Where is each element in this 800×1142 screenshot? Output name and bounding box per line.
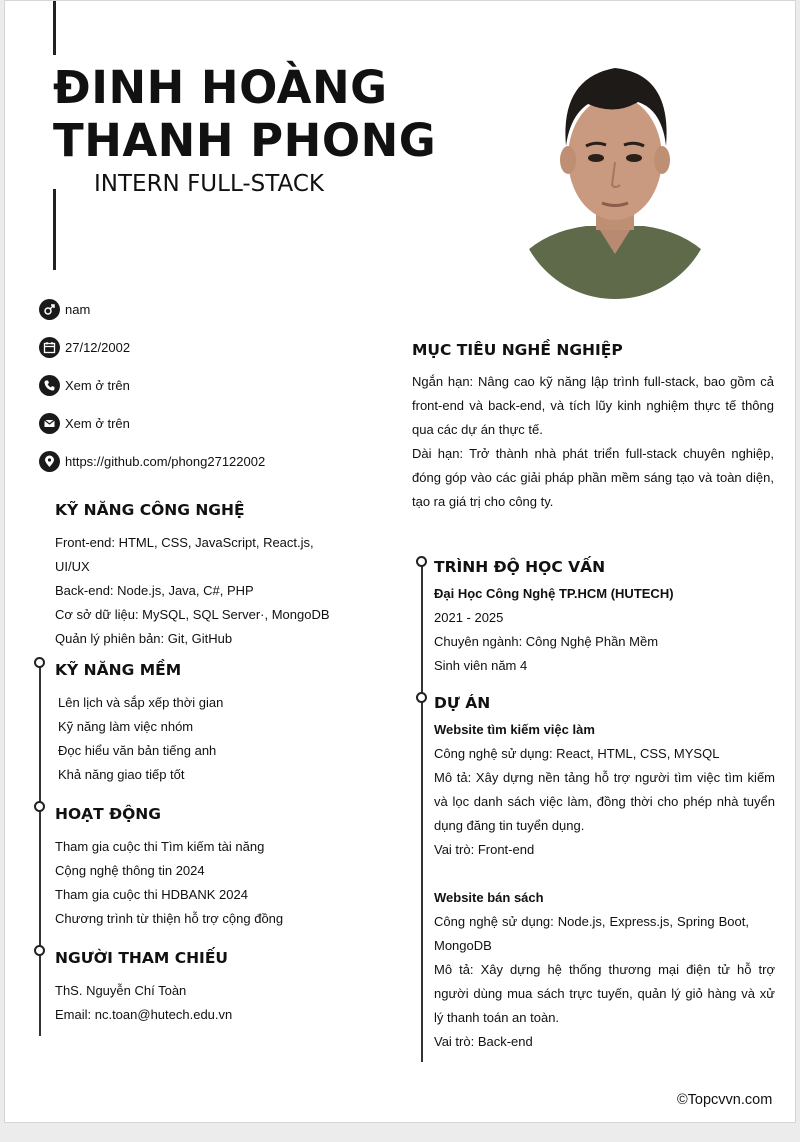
list-item: Quản lý phiên bản: Git, GitHub <box>55 631 233 646</box>
profile-photo <box>516 40 714 299</box>
contact-gender <box>39 298 90 320</box>
list-item[interactable]: Email: nc.toan@hutech.edu.vn <box>55 1007 233 1022</box>
education-major: Chuyên ngành: Công Nghệ Phần Mềm <box>434 634 659 649</box>
email-icon <box>39 413 60 434</box>
list-item: Front-end: HTML, CSS, JavaScript, React.js, <box>55 535 314 550</box>
cv-page <box>4 0 796 1123</box>
objective-long-term: Dài hạn: Trở thành nhà phát triển full-stack chuyên nghiệp, đóng góp vào các giải pháp phần mềm sáng tạo và toàn diện, tạo ra giá trị cho công ty. <box>412 446 774 509</box>
list-item: Lên lịch và sắp xếp thời gian <box>58 695 224 710</box>
timeline-dot <box>34 801 45 812</box>
birthday-text: 27/12/2002 <box>65 339 131 355</box>
left-timeline-line <box>39 666 41 1036</box>
list-item: Chương trình từ thiện hỗ trợ cộng đồng <box>55 911 284 926</box>
soft-skills-list <box>58 691 223 787</box>
timeline-dot <box>34 945 45 956</box>
timeline-dot <box>416 692 427 703</box>
objective-title: MỤC TIÊU NGHỀ NGHIỆP <box>412 341 623 359</box>
activities-list <box>55 835 283 931</box>
project-1 <box>434 718 775 862</box>
list-item: Tham gia cuộc thi HDBANK 2024 <box>55 887 248 902</box>
list-item: Cơ sở dữ liệu: MySQL, SQL Server·, MongoDB <box>55 607 330 622</box>
timeline-dot <box>34 657 45 668</box>
footer-copyright: ©Topcvvn.com <box>677 1092 773 1108</box>
tech-skills-list <box>55 531 330 651</box>
objective-short-term: Ngắn hạn: Nâng cao kỹ năng lập trình full-stack, bao gồm cả front-end và back-end, và tích lũy kinh nghiệm thực tế thông qua các dự án thực tế. <box>412 374 774 437</box>
tech-skills-title: KỸ NĂNG CÔNG NGHỆ <box>55 501 245 519</box>
name-line-1: ĐINH HOÀNG <box>53 61 388 114</box>
contact-phone <box>39 374 130 396</box>
project-2 <box>434 886 775 1054</box>
profile-photo-image <box>516 40 714 299</box>
timeline-dot <box>416 556 427 567</box>
location-icon <box>39 451 60 472</box>
education-years: 2021 - 2025 <box>434 610 504 625</box>
candidate-name <box>53 61 436 167</box>
list-item: ThS. Nguyễn Chí Toàn <box>55 983 187 998</box>
contact-birthday <box>39 336 130 358</box>
projects-title: DỰ ÁN <box>434 694 491 712</box>
email-text: Xem ở trên <box>65 415 130 431</box>
gender-icon <box>39 299 60 320</box>
education-school: Đại Học Công Nghệ TP.HCM (HUTECH) <box>434 586 674 601</box>
references-title: NGƯỜI THAM CHIẾU <box>55 949 228 967</box>
list-item: Back-end: Node.js, Java, C#, PHP <box>55 583 254 598</box>
project-desc: Mô tả: Xây dựng nền tảng hỗ trợ người tìm việc tìm kiếm và lọc danh sách việc làm, đồng thời cho phép nhà tuyển dụng đăng tin tuyển dụng. <box>434 770 775 833</box>
list-item: UI/UX <box>55 559 90 574</box>
list-item: Tham gia cuộc thi Tìm kiếm tài năng <box>55 839 265 854</box>
project-tech: Công nghệ sử dụng: Node.js, Express.js, Spring Boot, MongoDB <box>434 914 749 953</box>
header-line-top <box>53 1 56 55</box>
right-timeline-line <box>421 565 423 1062</box>
project-tech: Công nghệ sử dụng: React, HTML, CSS, MYSQL <box>434 746 720 761</box>
project-name: Website bán sách <box>434 890 544 905</box>
objective-text <box>412 370 774 514</box>
header-line-bottom <box>53 189 56 270</box>
soft-skills-title: KỸ NĂNG MỀM <box>55 661 182 679</box>
phone-icon <box>39 375 60 396</box>
list-item: Cộng nghệ thông tin 2024 <box>55 863 205 878</box>
contact-location <box>39 450 265 472</box>
references-list <box>55 979 232 1027</box>
activities-title: HOẠT ĐỘNG <box>55 805 161 823</box>
contact-email <box>39 412 130 434</box>
project-role: Vai trò: Back-end <box>434 1034 533 1049</box>
calendar-icon <box>39 337 60 358</box>
education-status: Sinh viên năm 4 <box>434 658 528 673</box>
list-item: Đọc hiểu văn bản tiếng anh <box>58 743 217 758</box>
gender-text: nam <box>65 301 91 317</box>
project-desc: Mô tả: Xây dựng hệ thống thương mại điện tử hỗ trợ người dùng mua sách trực tuyến, quản lý giỏ hàng và xử lý thanh toán an toàn. <box>434 962 775 1025</box>
list-item: Kỹ năng làm việc nhóm <box>58 719 194 734</box>
education-title: TRÌNH ĐỘ HỌC VẤN <box>434 558 606 576</box>
name-line-2: THANH PHONG <box>53 114 437 167</box>
project-name: Website tìm kiếm việc làm <box>434 722 595 737</box>
list-item: Khả năng giao tiếp tốt <box>58 767 185 782</box>
job-title: INTERN FULL-STACK <box>94 171 324 197</box>
phone-text: Xem ở trên <box>65 377 130 393</box>
project-role: Vai trò: Front-end <box>434 842 535 857</box>
education-details <box>434 582 674 678</box>
github-link[interactable]: https://github.com/phong27122002 <box>65 453 266 469</box>
